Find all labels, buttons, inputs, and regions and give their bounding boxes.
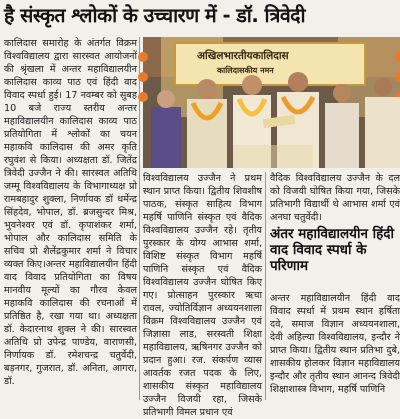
photo-banner-line1: अखिलभारतीयकालिदास [197, 50, 289, 62]
article-middle-column [143, 172, 262, 418]
left-column-text: कालिदास समारोह के अंतर्गत विक्रम विश्वविद्यालय द्वारा सारस्वत आयोजनों की श्रृंखला में अन्तर महाविद्यालयीन कालिदास काव्य पाठ एवं हिंदी वाद विवाद स्पर्धा हुई। 17 नवम्बर को सुबह 10 बजे राज्य स्तरीय अन्तर महाविद्यालयीन कालिदास काव्य पाठ प्रतियोगिता में श्लोकों का चयन महाकवि कालिदास की अमर कृति रघुवंश से किया। अध्यक्षता डॉ. जितेंद्र त्रिवेदी उज्जैन ने की। सारस्वत अतिथि जम्मू विश्वविद्यालय के विभागाध्यक्ष प्रो रामबहादुर शुक्ला, निर्णायक डॉ धर्मेन्द्र सिंहदेव, भोपाल, डॉ. ब्रजसुन्दर मिश्र, भुवनेश्वर एवं डॉ. कृपाशंकर शर्मा, भोपाल और कालिदास समिति के सचिव प्रो शैलेंद्रकुमार शर्मा ने विचार व्यक्त किए।अन्तर महाविद्यालयीन हिंदी वाद विवाद प्रतियोगिता का विषय मानवीय मूल्यों का गौरव केवल महाकवि कालिदास की रचनाओं में प्रतिष्ठित है, रखा गया था। अध्यक्षता डॉ. केदारनाथ शुक्ल ने की। सारस्वत अतिथि प्रो उपेन्द्र पाण्डेय, वाराणसी, निर्णायक डॉ. रमेशचन्द्र चतुर्वेदी, बड़नगर, गुजरात, डॉ. अनिता, आगरा, डॉ. [4, 38, 137, 387]
article-right-top [270, 172, 400, 224]
photo-banner-line2: कालिदासकीय नमन [217, 66, 274, 75]
headline: है संस्कृत श्लोकों के उच्चारण में - डॉ. त्रिवेदी [4, 4, 306, 27]
article-left-column [4, 37, 137, 400]
article-right-bottom [270, 292, 400, 400]
results-subheading: अंतर महाविद्यालयीन हिंदी वाद विवाद स्पर्धा के परिणाम [270, 226, 394, 274]
column-divider-1 [139, 37, 140, 400]
right-top-text: वैदिक विश्वविद्यालय उज्जैन के दल को विजयी घोषित किया गया, जिसके प्रतिभागी विद्यार्थी थे आभास शर्मा एवं अनघा चतुर्वेदी। [270, 173, 400, 223]
right-bottom-text: अन्तर महाविद्यालयीन हिंदी वाद विवाद स्पर्धा में प्रथम स्थान हर्षिता दवे, समाज विज्ञान अध्ययनशाला, देवी अहिल्या विश्वविद्यालय, इन्दौर ने प्राप्त किया। द्वितीय स्थान प्रतिभा दुबे, शासकीय होलकर विज्ञान महाविद्यालय इन्दौर और तृतीय स्थान आनन्द त्रिवेदी शिक्षाशास्त्र विभाग, महर्षि पाणिनि [270, 293, 400, 395]
middle-column-text: विश्वविद्यालय उज्जैन ने प्रथम स्थान प्राप्त किया। द्वितीय शिवशीष पाठक, संस्कृत साहित्य विभाग महर्षि पाणिनि संस्कृत एवं वैदिक विश्वविद्यालय उज्जैन रहे। तृतीय पुरस्कार के योग्य आभास शर्मा, विशिष्ट संस्कृत विभाग महर्षि पाणिनि संस्कृत एवं वैदिक विश्वविद्यालय उज्जैन घोषित किए गए। प्रोत्साहन पुरस्कार ऋचा रावल, ज्योतिर्विज्ञान अध्ययनशाला विक्रम विश्वविद्यालय उज्जैन एवं जिज्ञासा लाड, सरस्वती शिक्षा महाविद्यालय, ऋषिनगर उज्जैन को प्रदान हुआ। रज. संकर्पण व्यास आवर्तक रजत पदक के लिए, शासकीय संस्कृत महाविद्यालय उज्जैन विजयी रहा, जिसके प्रतिभागी विमल प्रधान एवं [143, 173, 262, 418]
event-photo [143, 37, 400, 168]
column-divider-2 [265, 172, 266, 400]
